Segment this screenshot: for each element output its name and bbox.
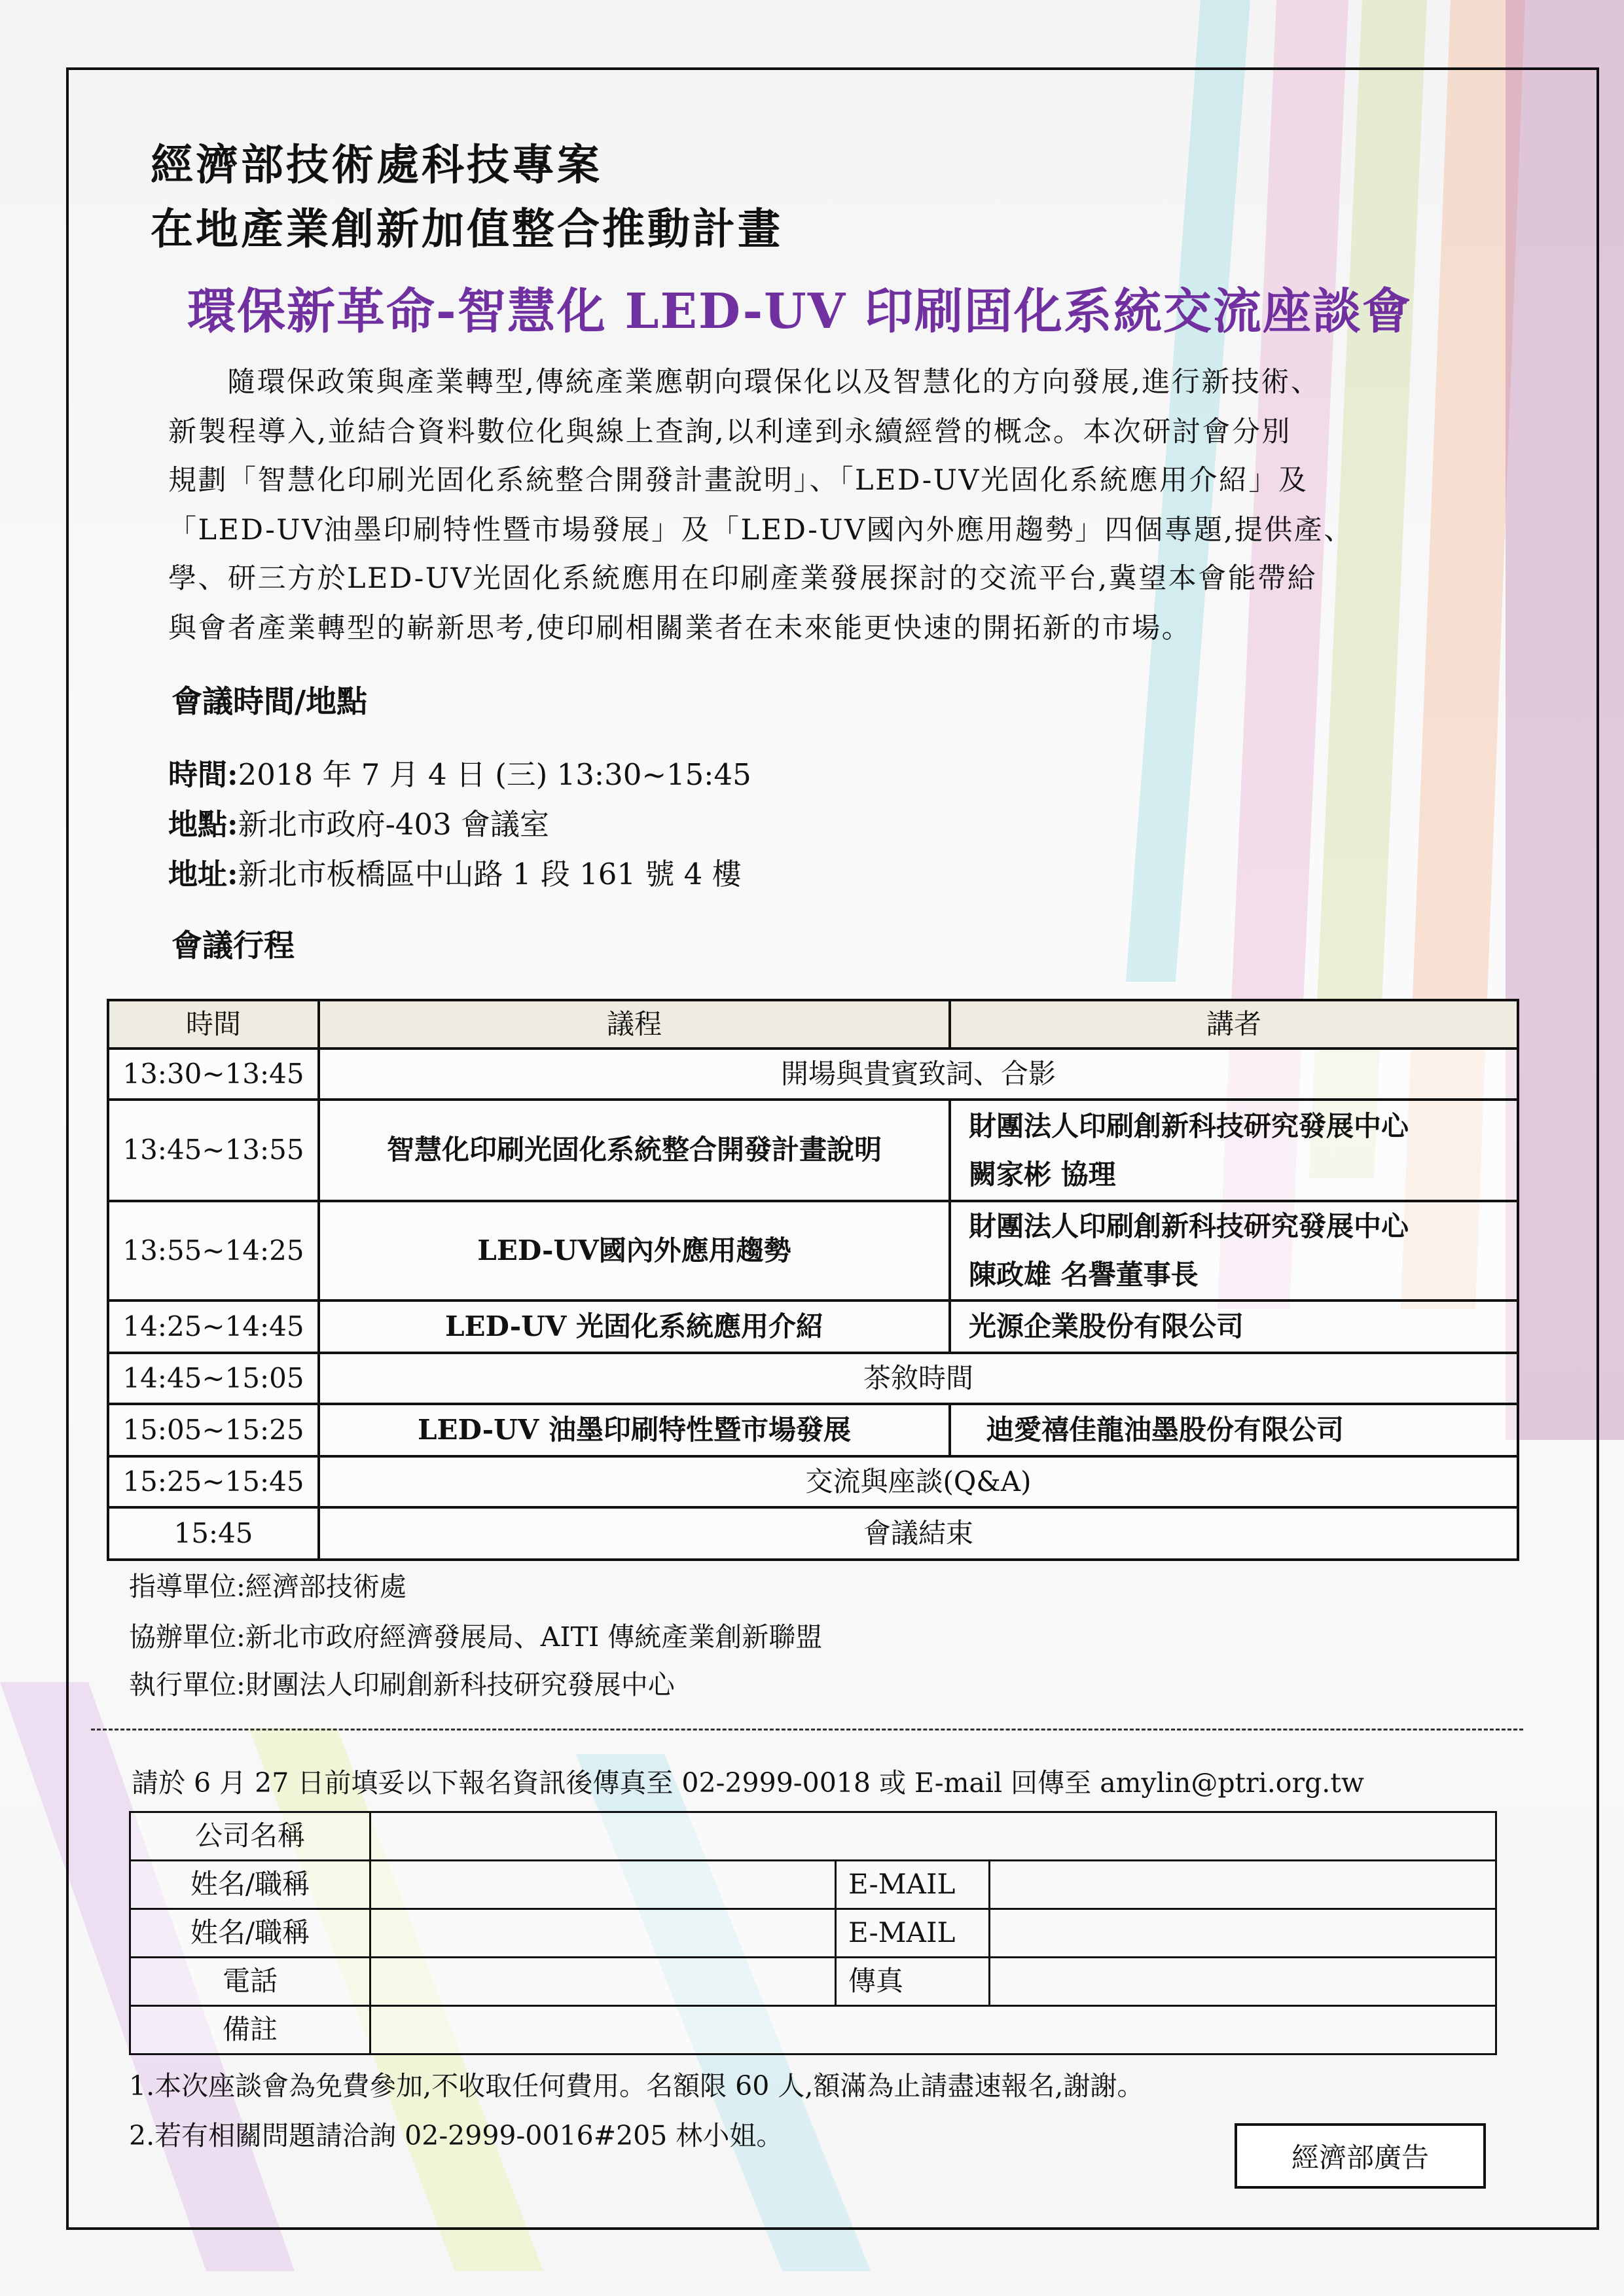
address-row (168, 857, 742, 892)
speaker-cell (950, 1100, 1518, 1201)
note-field[interactable] (370, 2006, 1496, 2054)
table-row (108, 1100, 1518, 1201)
intro-line: 新製程導入,並結合資料數位化與線上查詢,以利達到永續經營的概念。本次研討會分別 (168, 416, 1291, 448)
time-label: 時間: (168, 757, 238, 792)
intro-line: 隨環保政策與產業轉型,傳統產業應朝向環保化以及智慧化的方向發展,進行新技術、 (227, 366, 1321, 399)
time-cell: 14:25~14:45 (108, 1300, 319, 1353)
fax-field[interactable] (990, 1958, 1496, 2006)
topic-cell: 智慧化印刷光固化系統整合開發計畫說明 (319, 1100, 950, 1201)
plan-title: 在地產業創新加值整合推動計畫 (151, 204, 784, 254)
topic-cell: LED-UV 光固化系統應用介紹 (319, 1300, 950, 1353)
topic-cell: 交流與座談(Q&A) (319, 1456, 1518, 1507)
speaker-name: 闕家彬 協理 (969, 1158, 1116, 1191)
place-row (168, 807, 549, 842)
table-row (108, 1456, 1518, 1507)
ministry-ad-label: 經濟部廣告 (1235, 2123, 1486, 2189)
speaker-org: 財團法人印刷創新科技研究發展中心 (969, 1210, 1409, 1242)
form-row (130, 2006, 1496, 2054)
intro-line: 學、研三方於LED-UV光固化系統應用在印刷產業發展探討的交流平台,冀望本會能帶給 (168, 562, 1318, 595)
form-row (130, 1909, 1496, 1958)
company-field[interactable] (370, 1812, 1496, 1861)
topic-cell: 會議結束 (319, 1507, 1518, 1560)
phone-field[interactable] (370, 1958, 836, 2006)
form-row (130, 1958, 1496, 2006)
fax-label: 傳真 (836, 1958, 990, 2006)
agenda-heading: 會議行程 (171, 928, 295, 964)
speaker-cell: 迪愛禧佳龍油墨股份有限公司 (950, 1404, 1518, 1456)
intro-line: 與會者產業轉型的嶄新思考,使印刷相關業者在未來能更快速的開拓新的市場。 (168, 612, 1192, 645)
guiding-unit: 指導單位:經濟部技術處 (129, 1571, 406, 1602)
place-value: 新北市政府-403 會議室 (238, 807, 550, 842)
topic-cell: LED-UV 油墨印刷特性暨市場發展 (319, 1404, 950, 1456)
table-row (108, 1049, 1518, 1100)
intro-line: 規劃「智慧化印刷光固化系統整合開發計畫說明」、「LED-UV光固化系統應用介紹」及 (168, 464, 1308, 497)
co-organizer: 協辦單位:新北市政府經濟發展局、AITI 傳統產業創新聯盟 (129, 1621, 823, 1653)
address-label: 地址: (168, 857, 238, 891)
column-header-time: 時間 (108, 1000, 319, 1049)
place-label: 地點: (168, 807, 238, 842)
form-row (130, 1861, 1496, 1909)
agenda-table (107, 999, 1519, 1561)
speaker-cell: 光源企業股份有限公司 (950, 1300, 1518, 1353)
email-label: E-MAIL (836, 1861, 990, 1909)
table-row (108, 1300, 1518, 1353)
time-cell: 15:05~15:25 (108, 1404, 319, 1456)
topic-cell: 茶敘時間 (319, 1353, 1518, 1404)
time-cell: 13:45~13:55 (108, 1100, 319, 1201)
note-label: 備註 (130, 2006, 370, 2054)
time-cell: 14:45~15:05 (108, 1353, 319, 1404)
table-header-row (108, 1000, 1518, 1049)
column-header-speaker: 講者 (950, 1000, 1518, 1049)
speaker-name: 陳政雄 名譽董事長 (969, 1259, 1199, 1291)
time-value: 2018 年 7 月 4 日 (三) 13:30~15:45 (238, 757, 751, 792)
time-row (168, 757, 751, 793)
column-header-topic: 議程 (319, 1000, 950, 1049)
name-title-label: 姓名/職稱 (130, 1909, 370, 1958)
email-label: E-MAIL (836, 1909, 990, 1958)
time-cell: 13:55~14:25 (108, 1201, 319, 1300)
note-free-admission: 1.本次座談會為免費參加,不收取任何費用。名額限 60 人,額滿為止請盡速報名,謝謝。 (129, 2070, 1144, 2102)
note-contact: 2.若有相關問題請洽詢 02-2999-0016#205 林小姐。 (129, 2120, 784, 2151)
speaker-cell (950, 1201, 1518, 1300)
table-row (108, 1353, 1518, 1404)
event-title: 環保新革命-智慧化 LED-UV 印刷固化系統交流座談會 (187, 283, 1412, 340)
program-title: 經濟部技術處科技專案 (151, 140, 603, 190)
cut-line-divider (91, 1729, 1523, 1731)
executing-unit: 執行單位:財團法人印刷創新科技研究發展中心 (129, 1669, 675, 1700)
table-row (108, 1404, 1518, 1456)
address-value: 新北市板橋區中山路 1 段 161 號 4 樓 (238, 857, 742, 891)
venue-heading: 會議時間/地點 (171, 684, 368, 720)
form-row (130, 1812, 1496, 1861)
time-cell: 15:25~15:45 (108, 1456, 319, 1507)
registration-form (129, 1811, 1497, 2055)
speaker-org: 財團法人印刷創新科技研究發展中心 (969, 1109, 1409, 1142)
time-cell: 15:45 (108, 1507, 319, 1560)
intro-line: 「LED-UV油墨印刷特性暨市場發展」及「LED-UV國內外應用趨勢」四個專題,提供產、 (168, 514, 1354, 547)
table-row (108, 1201, 1518, 1300)
name-title-label: 姓名/職稱 (130, 1861, 370, 1909)
email-field[interactable] (990, 1861, 1496, 1909)
company-label: 公司名稱 (130, 1812, 370, 1861)
topic-cell: LED-UV國內外應用趨勢 (319, 1201, 950, 1300)
name-title-field[interactable] (370, 1909, 836, 1958)
phone-label: 電話 (130, 1958, 370, 2006)
time-cell: 13:30~13:45 (108, 1049, 319, 1100)
name-title-field[interactable] (370, 1861, 836, 1909)
registration-instruction: 請於 6 月 27 日前填妥以下報名資訊後傳真至 02-2999-0018 或 E-mail 回傳至 amylin@ptri.org.tw (132, 1767, 1364, 1799)
table-row (108, 1507, 1518, 1560)
email-field[interactable] (990, 1909, 1496, 1958)
topic-cell: 開場與貴賓致詞、合影 (319, 1049, 1518, 1100)
